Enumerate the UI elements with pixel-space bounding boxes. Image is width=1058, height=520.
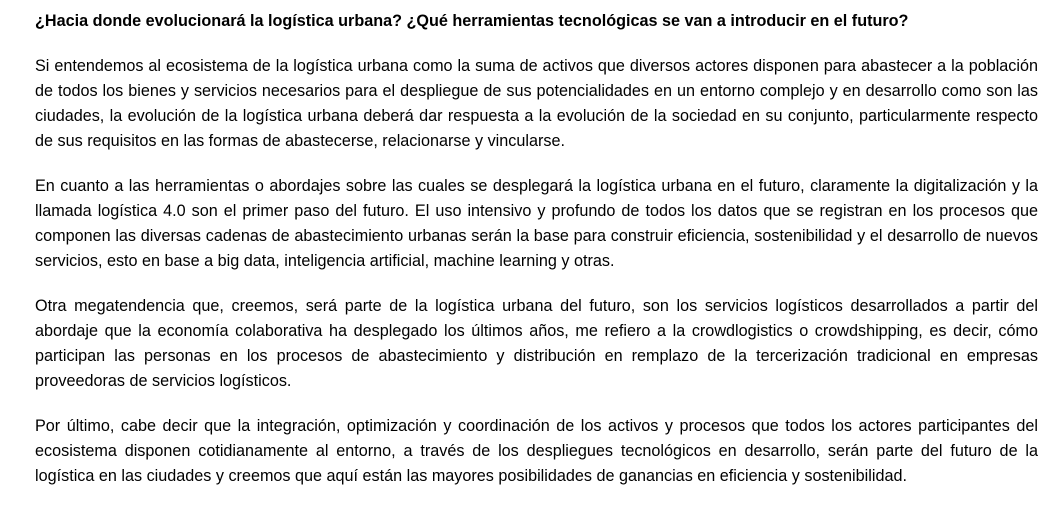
article-heading: ¿Hacia donde evolucionará la logística urbana? ¿Qué herramientas tecnológicas se van a introducir en el futuro? (35, 12, 909, 30)
paragraph-herramientas: En cuanto a las herramientas o abordajes sobre las cuales se desplegará la logística urbana en el futuro, claramente la digitalización y la llamada logística 4.0 son el primer paso del futuro. El uso intensivo y profundo de todos los datos que se registran en los procesos que componen las diversas cadenas de abastecimiento urbanas serán la base para construir eficiencia, sostenibilidad y el desarrollo de nuevos servicios, esto en base a big data, inteligencia artificial, machine learning y otras. (35, 177, 1038, 270)
paragraph-megatendencia: Otra megatendencia que, creemos, será parte de la logística urbana del futuro, son los servicios logísticos desarrollados a partir del abordaje que la economía colaborativa ha desplegado los últimos años, me refiero a la crowdlogistics o crowdshipping, es decir, cómo participan las personas en los procesos de abastecimiento y distribución en remplazo de la tercerización tradicional en empresas proveedoras de servicios logísticos. (35, 297, 1038, 390)
paragraph-conclusion: Por último, cabe decir que la integración, optimización y coordinación de los activos y procesos que todos los actores participantes del ecosistema disponen cotidianamente al entorno, a través de los despliegues tecnológicos en desarrollo, serán parte del futuro de la logística en las ciudades y creemos que aquí están las mayores posibilidades de ganancias en eficiencia y sostenibilidad. (35, 417, 1038, 485)
paragraph-ecosistema: Si entendemos al ecosistema de la logística urbana como la suma de activos que diversos actores disponen para abastecer a la población de todos los bienes y servicios necesarios para el despliegue de sus potencialidades en un entorno complejo y en desarrollo como son las ciudades, la evolución de la logística urbana deberá dar respuesta a la evolución de la sociedad en su conjunto, particularmente respecto de sus requisitos en las formas de abastecerse, relacionarse y vincularse. (35, 57, 1038, 150)
